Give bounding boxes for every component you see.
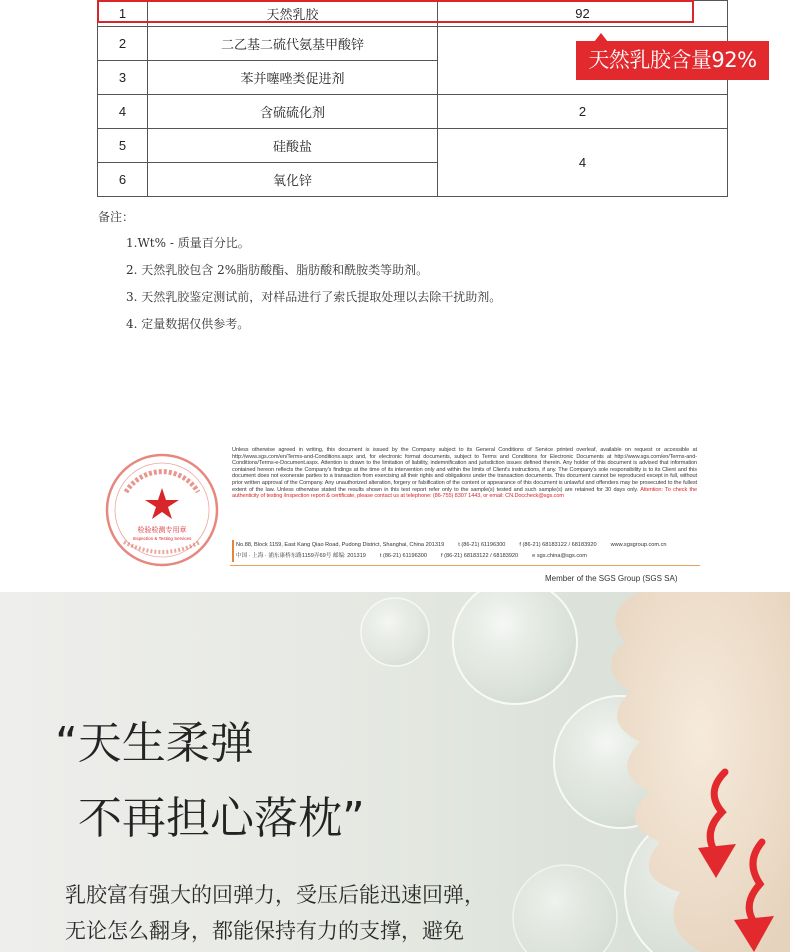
component-name: 含硫硫化剂 — [148, 95, 438, 129]
component-name: 天然乳胶 — [148, 1, 438, 27]
note-item: 4. 定量数据仅供参考。 — [126, 317, 250, 331]
table-row — [98, 129, 728, 163]
component-value: 92 — [438, 1, 728, 27]
table-row — [98, 95, 728, 129]
fax: f (86-21) 68183122 / 68183920 — [441, 553, 519, 559]
email: e sgs.china@sgs.com — [532, 553, 587, 559]
website: www.sgsgroup.com.cn — [610, 542, 667, 548]
component-name: 硅酸盐 — [148, 129, 438, 163]
component-name: 氧化锌 — [148, 163, 438, 197]
latex-content-callout: 天然乳胶含量92% — [576, 41, 769, 80]
component-value: 2 — [438, 95, 728, 129]
row-number: 6 — [98, 163, 148, 197]
address-row-en — [232, 540, 697, 551]
address-row-cn — [232, 551, 697, 562]
row-number: 5 — [98, 129, 148, 163]
fax: f (86-21) 68183122 / 68183920 — [519, 542, 597, 548]
notes-title: 备注： — [98, 210, 135, 224]
promo-banner — [0, 592, 790, 952]
attention-text: Attention: To check the authenticity of testing /inspection report & certificate, please contact us at telephone: (86-755) 8307 1443, or email: CN.Doccheck@sgs.com — [232, 486, 697, 500]
address-block — [232, 540, 697, 562]
row-number: 3 — [98, 61, 148, 95]
row-number: 4 — [98, 95, 148, 129]
seal-sublabel: Inspection & Testing Services — [132, 536, 192, 541]
component-name: 二乙基二硫代氨基甲酸锌 — [148, 27, 438, 61]
row-number: 1 — [98, 1, 148, 27]
member-note: Member of the SGS Group (SGS SA) — [545, 574, 678, 583]
phone: t (86-21) 61196300 — [379, 553, 428, 559]
note-item: 2. 天然乳胶包含 2%脂肪酸酯、脂肪酸和酰胺类等助剂。 — [126, 263, 429, 277]
highlight-box — [97, 0, 694, 23]
composition-table — [97, 0, 728, 197]
inspection-seal-icon — [104, 452, 220, 568]
address-cn: 中国 · 上海 · 浦东康桥东路1159弄69号 邮编: 201319 — [232, 551, 366, 562]
body-text-line-1: 乳胶富有强大的回弹力，受压后能迅速回弹， — [65, 883, 485, 907]
component-value: 4 — [438, 129, 728, 197]
body-text-line-2: 无论怎么翻身，都能保持有力的支撑，避免 — [65, 919, 464, 943]
headline-line-1: “天生柔弹 — [55, 718, 254, 769]
divider — [230, 565, 700, 566]
phone: t (86-21) 61196300 — [458, 542, 506, 548]
disclaimer-text: Unless otherwise agreed in writing, this document is issued by the Company subject to its General Conditions of Service printed overleaf, available on request or accessible at http://www.sgs.com/en/Terms-and-Conditions.aspx and, for electronic format documents, subject to Terms and Conditions for Electronic Documents at http://www.sgs.com/en/Terms-and-Conditions/Terms-e-Document.aspx. Attention is drawn to the limitation of liability, indemnification and jurisdiction issues defined therein. Any holder of this document is advised that information contained hereon reflects the Company's findings at the time of its intervention only and within the limits of Client's instructions, if any. The Company's sole responsibility is to its Client and this document does not exonerate parties to a transaction from exercising all their rights and obligations under the transaction documents. This document cannot be reproduced except in full, without prior written approval of the Company. Any unauthorized alteration, forgery or falsification of the content or appearance of this document is unlawful and offenders may be prosecuted to the fullest extent of the law. Unless otherwise stated the results shown in this test report refer only to the sample(s) tested and such sample(s) are retained for 30 days only. — [232, 447, 697, 493]
seal-label: 检验检测专用章 — [137, 526, 187, 534]
row-number: 2 — [98, 27, 148, 61]
address-en: No.88, Block 1159, East Kang Qiao Road, Pudong District, Shanghai, China 201319 — [232, 540, 444, 551]
headline-line-2: 不再担心落枕” — [78, 793, 365, 844]
note-item: 1.Wt% - 质量百分比。 — [126, 236, 250, 250]
note-item: 3. 天然乳胶鉴定测试前，对样品进行了索氏提取处理以去除干扰助剂。 — [126, 290, 502, 304]
notes-list — [126, 235, 501, 343]
component-name: 苯并噻唑类促进剂 — [148, 61, 438, 95]
certificate-disclaimer — [232, 447, 697, 500]
